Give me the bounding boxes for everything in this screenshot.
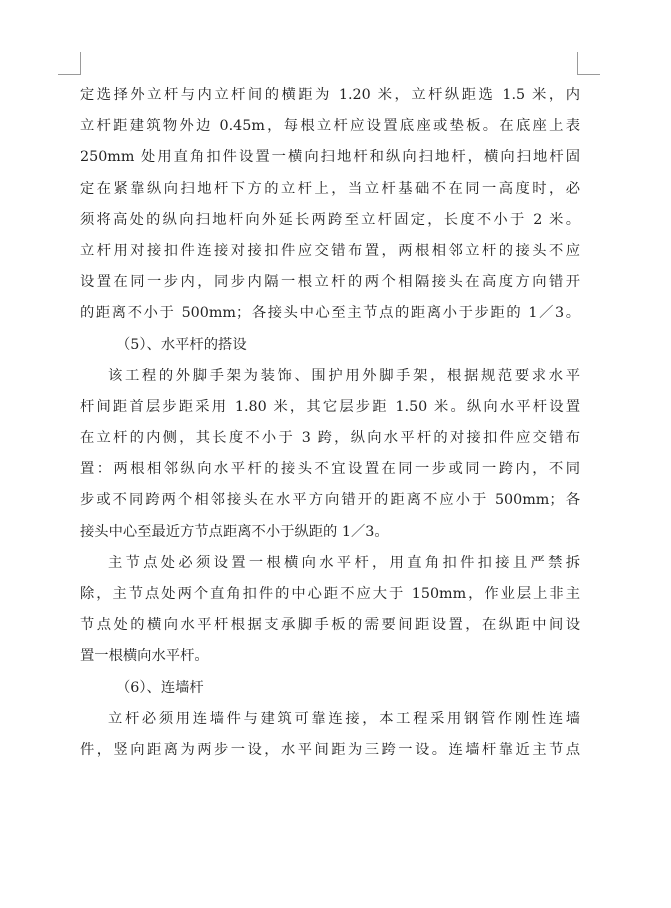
text-line: 在立杆的内侧，其长度不小于 3 跨，纵向水平杆的对接扣件应交错布 bbox=[80, 430, 580, 447]
text-line: 接头中心至最近方节点距离不小于纵距的 1／3。 bbox=[80, 523, 389, 540]
page-corner-mark-top-right bbox=[577, 52, 600, 75]
text-line: 设置在同一步内，同步内隔一根立杆的两个相隔接头在高度方向错开 bbox=[80, 274, 580, 291]
text-line: 立杆必须用连墙件与建筑可靠连接，本工程采用钢管作刚性连墙 bbox=[108, 710, 580, 727]
text-line: 步或不同跨两个相邻接头在水平方向错开的距离不应小于 500mm；各 bbox=[80, 492, 580, 509]
text-line: 该工程的外脚手架为装饰、围护用外脚手架，根据规范要求水平 bbox=[108, 367, 580, 384]
text-line: 定在紧靠纵向扫地杆下方的立杆上，当立杆基础不在同一高度时，必 bbox=[80, 180, 580, 197]
text-line: 立杆用对接扣件连接对接扣件应交错布置，两根相邻立杆的接头不应 bbox=[80, 242, 580, 259]
text-line: 置：两根相邻纵向水平杆的接头不宜设置在同一步或同一跨内，不同 bbox=[80, 461, 580, 478]
page-corner-mark-top-left bbox=[58, 52, 81, 75]
text-line: 的距离不小于 500mm；各接头中心至主节点的距离小于步距的 1／3。 bbox=[80, 305, 580, 322]
text-line: 主节点处必须设置一根横向水平杆，用直角扣件扣接且严禁拆 bbox=[108, 554, 580, 571]
text-line: 件，竖向距离为两步一设，水平间距为三跨一设。连墙杆靠近主节点 bbox=[80, 741, 580, 758]
text-line: 杆间距首层步距采用 1.80 米，其它层步距 1.50 米。纵向水平杆设置 bbox=[80, 398, 580, 415]
text-line: 定选择外立杆与内立杆间的横距为 1.20 米，立杆纵距选 1.5 米，内 bbox=[80, 87, 580, 103]
section-heading: （5）、水平杆的搭设 bbox=[116, 336, 247, 353]
text-line: 须将高处的纵向扫地杆向外延长两跨至立杆固定，长度不小于 2 米。 bbox=[80, 211, 580, 228]
text-line: 250mm 处用直角扣件设置一横向扫地杆和纵向扫地杆，横向扫地杆固 bbox=[80, 149, 580, 166]
text-line: 节点处的横向水平杆根据支承脚手板的需要间距设置，在纵距中间设 bbox=[80, 617, 580, 634]
document-body bbox=[80, 80, 580, 766]
text-line: 立杆距建筑物外边 0.45m，每根立杆应设置底座或垫板。在底座上表 bbox=[80, 118, 580, 135]
section-heading: （6）、连墙杆 bbox=[116, 679, 204, 696]
text-line: 置一根横向水平杆。 bbox=[80, 648, 209, 665]
text-line: 除，主节点处两个直角扣件的中心距不应大于 150mm，作业层上非主 bbox=[80, 586, 580, 602]
